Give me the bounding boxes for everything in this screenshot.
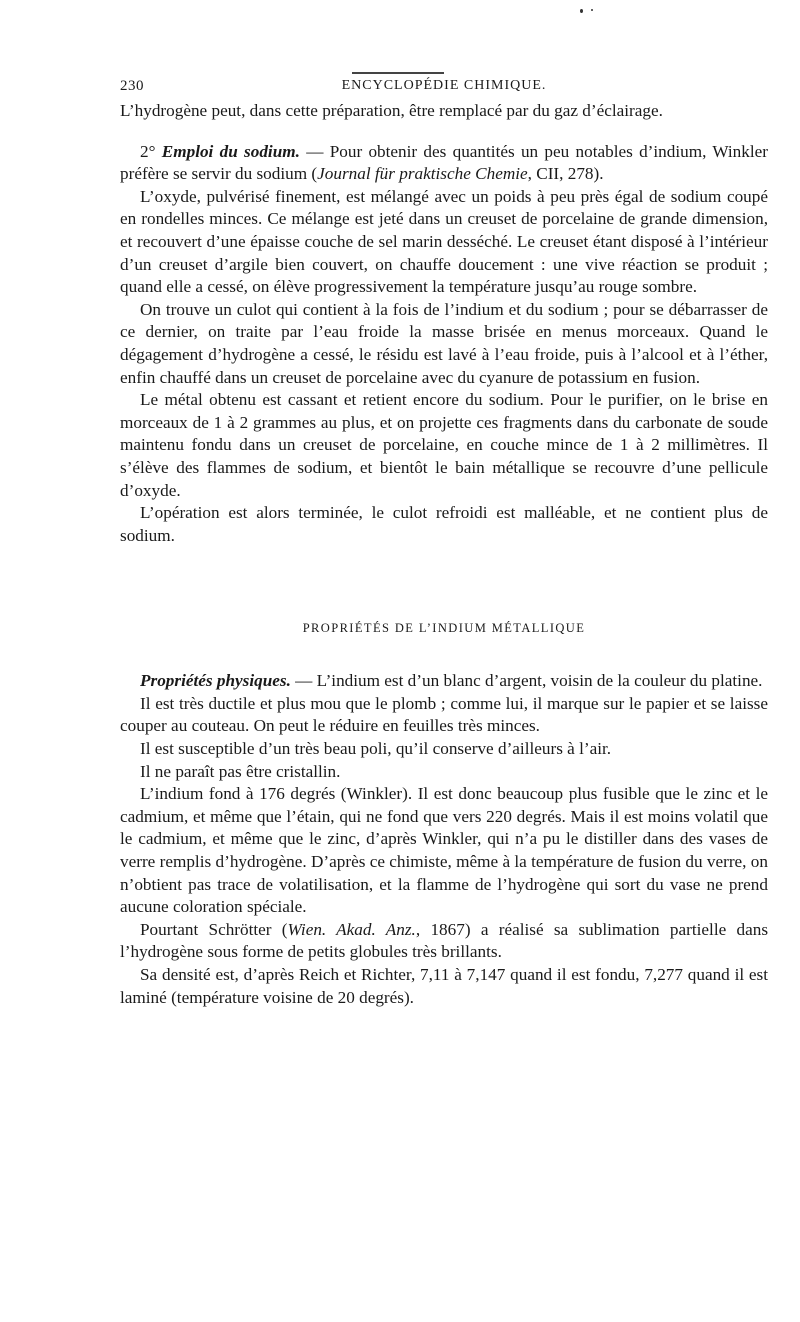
- paragraph: Sa densité est, d’après Reich et Richter, 7,11 à 7,147 quand il est fondu, 7,277 quand il est laminé (température voisine de 20 degrés).: [120, 965, 768, 1007]
- page-header: [120, 72, 768, 98]
- body-text: [120, 100, 768, 1009]
- section-title: PROPRIÉTÉS DE L’INDIUM MÉTALLIQUE: [302, 621, 586, 636]
- journal-citation: Journal für praktische Chemie: [317, 164, 528, 184]
- paragraph-emploi-du-sodium: 2° Emploi du sodium. — Pour obtenir des quantités un peu notables d’indium, Winkler préfère se servir du sodium (Journal für praktische Chemie, CII, 278).: [120, 141, 769, 184]
- book-page: [120, 72, 768, 1009]
- journal-citation: Wien. Akad. Anz.: [287, 919, 416, 939]
- paragraph: L’hydrogène peut, dans cette préparation, être remplacé par du gaz d’éclairage.: [120, 101, 663, 120]
- run-in-heading: Propriétés physiques.: [140, 671, 291, 691]
- print-speck: [580, 9, 583, 13]
- page-number: 230: [120, 78, 144, 94]
- paragraph: Il est très ductile et plus mou que le plomb ; comme lui, il marque sur le papier et se laisse couper au couteau. On peut le réduire en feuilles très minces.: [120, 693, 768, 736]
- paragraph: L’oxyde, pulvérisé finement, est mélangé avec un poids à peu près égal de sodium coupé en rondelles minces. Ce mélange est jeté dans un creuset de porcelaine de grande dimension, et recouvert d’une épaisse couche de sel marin desséché. Le creuset étant disposé à l’intérieur d’un creuset d’argile bien couvert, on chauffe doucement : une vive réaction se produit ; quand elle a cessé, on élève progressivement la température jusqu’au rouge sombre.: [120, 186, 768, 297]
- paragraph: On trouve un culot qui contient à la fois de l’indium et du sodium ; pour se débarrasser de ce dernier, on traite par l’eau froide la masse brisée en menus morceaux. Quand le dégagement d’hydrogène a cessé, le résidu est lavé à l’eau froide, puis à l’alcool et à l’éther, enfin chauffé dans un creuset de porcelaine avec du cyanure de potassium en fusion.: [120, 299, 768, 387]
- paragraph: L’indium fond à 176 degrés (Winkler). Il est donc beaucoup plus fusible que le zinc et le cadmium, et même que l’étain, qui ne fond que vers 220 degrés. Mais il est moins volatil que le cadmium, et même que le zinc, d’après Winkler, qui n’a pu le distiller dans des vases de verre remplis d’hydrogène. D’après ce chimiste, même à la température de fusion du verre, on n’obtient pas trace de volatilisation, et la flamme de l’hydrogène qui sort du vase ne prend aucune coloration spéciale.: [120, 784, 768, 917]
- paragraph: Pourtant Schrötter (Wien. Akad. Anz., 1867) a réalisé sa sublimation partielle dans l’hydrogène sous forme de petits globules très brillants.: [120, 919, 769, 962]
- paragraph: Il ne paraît pas être cristallin.: [140, 761, 341, 781]
- running-title: ENCYCLOPÉDIE CHIMIQUE.: [341, 78, 547, 93]
- header-rule: [352, 72, 444, 77]
- print-speck: [591, 9, 593, 11]
- run-in-heading: Emploi du sodium.: [161, 141, 300, 161]
- paragraph: L’opération est alors terminée, le culot refroidi est malléable, et ne contient plus de sodium.: [120, 503, 768, 545]
- paragraph: Le métal obtenu est cassant et retient encore du sodium. Pour le purifier, on le brise en morceaux de 1 à 2 grammes au plus, et on projette ces fragments dans du carbonate de soude maintenu fondu dans un creuset de porcelaine, en couche mince de 1 à 2 millimètres. Il s’élève des flammes de sodium, et bientôt le bain métallique se recouvre d’une pellicule d’oxyde.: [120, 390, 768, 500]
- paragraph: Il est susceptible d’un très beau poli, qu’il conserve d’ailleurs à l’air.: [140, 739, 612, 759]
- enumeration-number: 2°: [140, 141, 156, 161]
- paragraph-proprietes-physiques: Propriétés physiques. — L’indium est d’un blanc d’argent, voisin de la couleur du platine.: [140, 671, 763, 691]
